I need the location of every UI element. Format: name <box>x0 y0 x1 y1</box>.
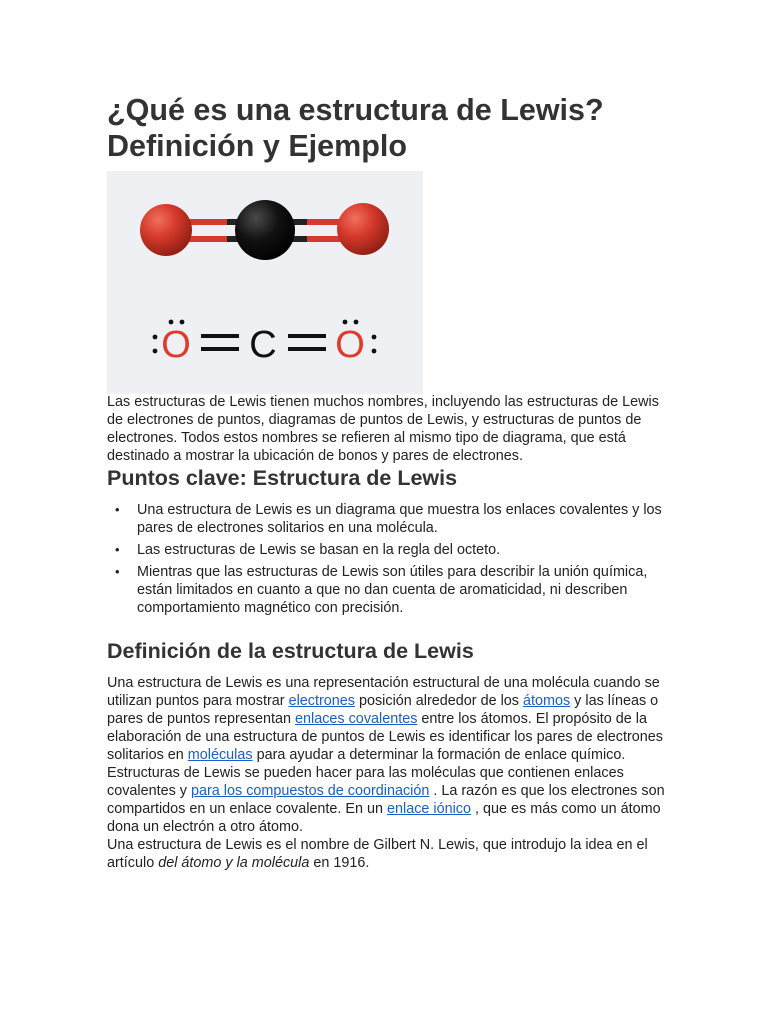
article-title-italic: del átomo y la molécula <box>158 855 310 871</box>
list-item: • Las estructuras de Lewis se basan en la regla del octeto. <box>137 541 667 559</box>
definition-heading: Definición de la estructura de Lewis <box>107 639 474 663</box>
definition-text: Una estructura de Lewis es una representación estructural de una molécula cuando se utilizan puntos para mostrar <box>107 675 660 709</box>
link-enlace-ionico[interactable]: enlace iónico <box>387 801 472 817</box>
page-title-line2: Definición y Ejemplo <box>107 129 407 163</box>
lewis-oxygen-right: O <box>335 324 365 366</box>
link-compuestos-coordinacion[interactable]: para los compuestos de coordinación <box>191 783 430 799</box>
list-item: • Mientras que las estructuras de Lewis son útiles para describir la unión química, están limitados en cuanto a que no dan cuenta de aromaticidad, ni describen comportamiento magnético con precisión. <box>137 563 667 617</box>
lewis-structure <box>153 320 377 366</box>
definition-text: . La razón es que los electrones son compartidos en un enlace covalente. En un <box>107 783 665 817</box>
lewis-oxygen-left: O <box>161 324 191 366</box>
link-atomos[interactable]: átomos <box>522 693 571 709</box>
definition-body <box>107 674 667 872</box>
list-item: • Una estructura de Lewis es un diagrama que muestra los enlaces covalentes y los pares de electrones solitarios en una molécula. <box>137 501 667 537</box>
key-points-list <box>107 501 667 621</box>
intro-paragraph: Las estructuras de Lewis tienen muchos nombres, incluyendo las estructuras de Lewis de electrones de puntos, diagramas de puntos de Lewis, y estructuras de puntos de electrones. Todos estos nombres se refieren al mismo tipo de diagrama, que está destinado a mostrar la ubicación de bonos y pares de electrones. <box>107 394 659 464</box>
definition-text: para ayudar a determinar la formación de enlace químico. Estructuras de Lewis se pueden hacer para las moléculas que contienen enlaces covalentes y <box>107 747 626 799</box>
link-moleculas[interactable]: moléculas <box>187 747 253 763</box>
definition-text: , que es más como un átomo dona un electrón a otro átomo. <box>107 801 661 835</box>
definition-text: Una estructura de Lewis es el nombre de Gilbert N. Lewis, que introdujo la idea en el artículo <box>107 837 648 871</box>
oxygen-atom-left <box>140 204 192 256</box>
page-title-line1: ¿Qué es una estructura de Lewis? <box>107 93 604 127</box>
page-title <box>107 92 667 164</box>
oxygen-atom-right <box>337 203 389 255</box>
definition-text: posición alrededor de los <box>354 693 523 709</box>
link-enlaces-covalentes[interactable]: enlaces covalentes <box>295 711 418 727</box>
definition-text: y las líneas o pares de puntos representan <box>107 693 659 727</box>
lewis-carbon: C <box>249 324 277 366</box>
key-points-heading: Puntos clave: Estructura de Lewis <box>107 466 458 490</box>
co2-molecule-illustration <box>107 171 423 394</box>
definition-text: entre los átomos. El propósito de la elaboración de una estructura de puntos de Lewis es identificar los pares de electrones solitarios en <box>107 711 663 763</box>
co2-lewis-figure <box>107 171 423 394</box>
definition-text: en 1916. <box>309 855 370 871</box>
carbon-atom <box>235 200 295 260</box>
link-electrones[interactable]: electrones <box>288 693 355 709</box>
